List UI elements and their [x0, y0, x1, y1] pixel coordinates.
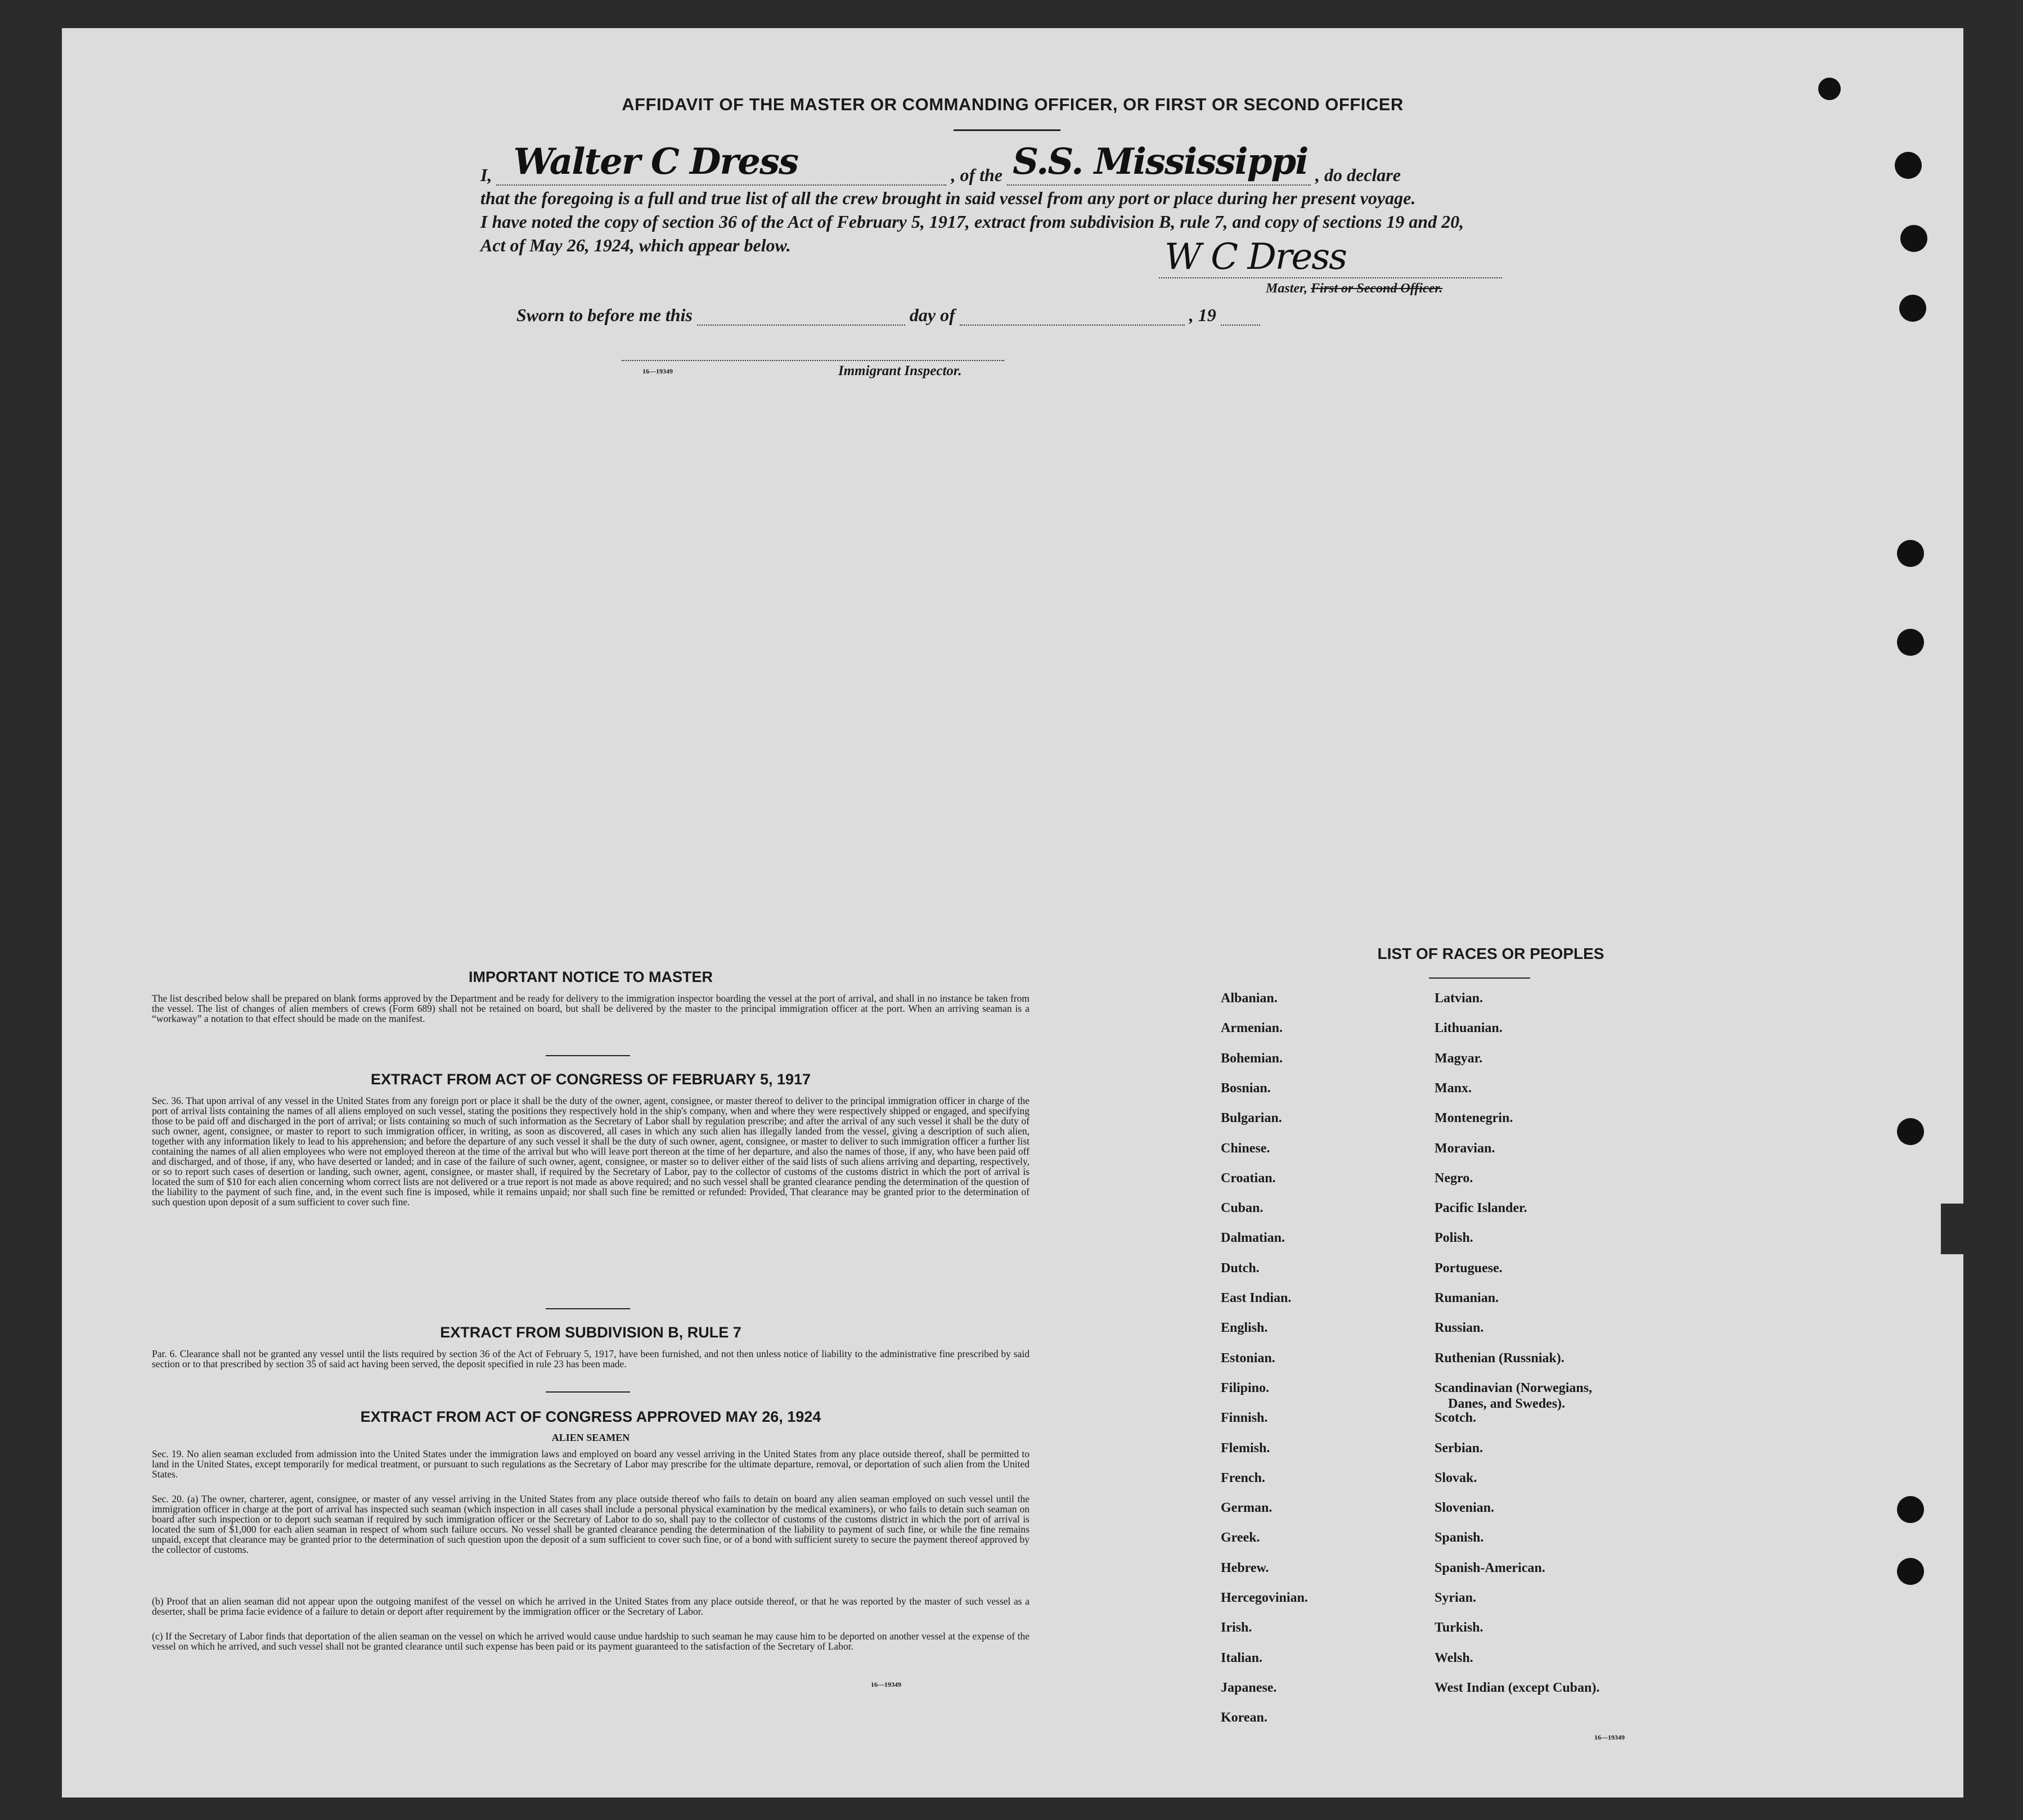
race-item: German.: [1221, 1501, 1273, 1515]
race-item: West Indian (except Cuban).: [1435, 1681, 1600, 1695]
race-item: Hebrew.: [1221, 1561, 1269, 1575]
race-item: Spanish.: [1435, 1530, 1484, 1545]
extract-1924-sec19: Sec. 19. No alien seaman excluded from admission into the United States under the immigration laws and employed on board any vessel arriving in the United States from any place outside thereof, shall be permitted to land in the United States, except temporarily for medical treatment, or pursuant to such regulations as the Secretary of Labor may prescribe for the ultimate departure, removal, or deportation of such alien from the United States.: [152, 1448, 1030, 1480]
master-name-handwriting: Walter C Dress: [513, 141, 798, 183]
race-item: Estonian.: [1221, 1351, 1275, 1366]
race-item: Korean.: [1221, 1710, 1267, 1725]
master-name-field: [496, 141, 946, 186]
master-signature: W C Dress: [1165, 236, 1346, 278]
of-the-label: , of the: [951, 165, 1002, 185]
race-item: Montenegrin.: [1435, 1111, 1513, 1125]
punch-hole: [1895, 152, 1922, 179]
race-item: Slovak.: [1435, 1471, 1477, 1485]
punch-hole: [1897, 1558, 1924, 1585]
race-item: Flemish.: [1221, 1441, 1270, 1456]
race-item: Slovenian.: [1435, 1501, 1495, 1515]
affidavit-title: AFFIDAVIT OF THE MASTER OR COMMANDING OFFICER, OR FIRST OR SECOND OFFICER: [622, 94, 1404, 114]
subdivision-b-text: Par. 6. Clearance shall not be granted any vessel until the lists required by section 36 of the Act of February 5, 1917, have been furnished, and not then unless notice of liability to the administrative fine prescribed by said section or to that prescribed by section 35 of said act having been served, the deposit specified in rule 23 has been made.: [152, 1348, 1030, 1369]
races-divider: [1429, 977, 1530, 979]
form-number-left: 16—19349: [871, 1681, 901, 1688]
race-item: Albanian.: [1221, 991, 1278, 1006]
race-item: Dalmatian.: [1221, 1231, 1285, 1245]
i-label: I,: [480, 165, 492, 185]
inspector-signature-line: [622, 360, 1004, 361]
race-item: Croatian.: [1221, 1171, 1276, 1186]
race-item: Filipino.: [1221, 1381, 1270, 1395]
role-struck-officer: First or Second Officer.: [1311, 281, 1443, 296]
race-item: Russian.: [1435, 1321, 1484, 1335]
race-item: Bohemian.: [1221, 1051, 1283, 1066]
vessel-name-field: [1007, 141, 1311, 186]
document-page: [62, 28, 1963, 1798]
subdivision-b-divider: [546, 1391, 630, 1393]
punch-hole: [1897, 540, 1924, 567]
race-item: Negro.: [1435, 1171, 1473, 1186]
race-item: Lithuanian.: [1435, 1021, 1503, 1035]
day-of-label: day of: [909, 305, 955, 325]
race-item: English.: [1221, 1321, 1268, 1335]
race-item: Syrian.: [1435, 1591, 1477, 1605]
race-item: Polish.: [1435, 1231, 1473, 1245]
year-label: , 19: [1189, 305, 1216, 325]
inspector-label: Immigrant Inspector.: [838, 363, 962, 379]
extract-1924-sec20b: (b) Proof that an alien seaman did not appear upon the outgoing manifest of the vessel on which he arrived in the United States from any place outside thereof, or that he was reported by the master of such vessel as a deserter, shall be prima facie evidence of a failure to detain or deport after requirement by the immigration officer or the Secretary of Labor.: [152, 1596, 1030, 1617]
subdivision-b-title: EXTRACT FROM SUBDIVISION B, RULE 7: [440, 1324, 741, 1341]
race-item: Latvian.: [1435, 991, 1483, 1006]
race-item: Scandinavian (Norwegians,: [1435, 1381, 1593, 1395]
race-item: Welsh.: [1435, 1651, 1473, 1665]
race-item: Danes, and Swedes).: [1448, 1396, 1566, 1411]
race-item: Hercegovinian.: [1221, 1591, 1308, 1605]
race-item: Bosnian.: [1221, 1081, 1271, 1096]
punch-hole: [1900, 225, 1927, 252]
races-title: LIST OF RACES OR PEOPLES: [1377, 945, 1604, 962]
affidavit-line-1: [480, 141, 1401, 186]
affidavit-line-4: Act of May 26, 1924, which appear below.: [480, 235, 791, 255]
race-item: East Indian.: [1221, 1291, 1292, 1305]
race-item: Bulgarian.: [1221, 1111, 1282, 1125]
extract-1924-title: EXTRACT FROM ACT OF CONGRESS APPROVED MAY 26, 1924: [360, 1408, 821, 1425]
title-divider: [954, 129, 1060, 131]
extract-1917-divider: [546, 1308, 630, 1309]
race-item: Ruthenian (Russniak).: [1435, 1351, 1565, 1366]
race-item: Magyar.: [1435, 1051, 1483, 1066]
punch-hole: [1897, 629, 1924, 656]
race-item: Rumanian.: [1435, 1291, 1499, 1305]
punch-hole: [1899, 295, 1926, 322]
race-item: Serbian.: [1435, 1441, 1483, 1456]
sworn-year-field: [1221, 311, 1260, 326]
sworn-line: [516, 305, 1260, 326]
race-item: Greek.: [1221, 1530, 1260, 1545]
race-item: Japanese.: [1221, 1681, 1277, 1695]
sworn-label: Sworn to before me this: [516, 305, 693, 325]
vessel-name-handwriting: S.S. Mississippi: [1013, 141, 1308, 183]
role-master: Master,: [1266, 281, 1308, 296]
race-item: Cuban.: [1221, 1201, 1264, 1215]
form-number-top: 16—19349: [642, 367, 673, 375]
master-signature-block: [1159, 236, 1525, 304]
race-item: Dutch.: [1221, 1261, 1260, 1276]
do-declare-label: , do declare: [1315, 165, 1401, 185]
extract-1917-title: EXTRACT FROM ACT OF CONGRESS OF FEBRUARY 5, 1917: [370, 1071, 811, 1088]
paper-tear: [1941, 1204, 1963, 1254]
punch-hole: [1897, 1496, 1924, 1523]
race-item: Manx.: [1435, 1081, 1472, 1096]
race-item: Portuguese.: [1435, 1261, 1503, 1276]
sworn-day-field: [697, 311, 905, 326]
punch-hole: [1897, 1118, 1924, 1145]
race-item: Moravian.: [1435, 1141, 1495, 1156]
race-item: Finnish.: [1221, 1411, 1268, 1425]
race-item: Italian.: [1221, 1651, 1263, 1665]
race-item: Spanish-American.: [1435, 1561, 1545, 1575]
extract-1924-subtitle: ALIEN SEAMEN: [551, 1432, 630, 1443]
extract-1924-sec20a: Sec. 20. (a) The owner, charterer, agent, consignee, or master of any vessel arriving in the United States from any place outside thereof who fails to detain on board any alien seaman employed on such vessel until the immigration officer in charge at the port of arrival has inspected such seaman (which inspection in all cases shall include a personal physical examination by the medical examiners), or who fails to detain such seaman on board after such inspection or to deport such seaman if required by such immigration officer or the Secretary of Labor to do so, shall pay to the collector of customs of the customs district in which the port of arrival is located the sum of $1,000 for each alien seaman in respect of whom such failure occurs. No vessel shall be granted clearance pending the determination of the liability to payment of such fine, or while the fine remains unpaid, except that clearance may be granted prior to the determination of such question upon the deposit of a sum sufficient to cover such fine, or of a bond with sufficient surety to secure the payment thereof approved by the collector of customs.: [152, 1493, 1030, 1555]
notice-divider: [546, 1055, 630, 1056]
race-item: Scotch.: [1435, 1411, 1476, 1425]
signature-line: [1159, 277, 1502, 278]
sworn-month-field: [960, 311, 1185, 326]
extract-1917-text: Sec. 36. That upon arrival of any vessel in the United States from any foreign port or place it shall be the duty of the owner, agent, consignee, or master thereof to deliver to the principal immigration officer in charge of the port of arrival lists containing the names of all aliens employed on such vessel, stating the positions they respectively hold in the ship's company, when and where they were respectively shipped or engaged, and specifying those to be paid off and discharged in the port of arrival; or lists containing so much of such information as the Secretary of Labor shall by regulation prescribe; and after the arrival of any such vessel it shall be the duty of such owner, agent, consignee, or master to report to such immigration officer, in writing, as soon as discovered, all cases in which any such alien has illegally landed from the vessel, giving a description of such alien, together with any information likely to lead to his apprehension; and before the departure of any such vessel it shall be the duty of such owner, agent, consignee, or master to deliver to such immigration officer a further list containing the names of all alien employees who were not employed thereon at the time of the arrival but who will leave port thereon at the time of her departure, and also the names of those, if any, who have been paid off and discharged, and of those, if any, who have deserted or landed; and in case of the failure of such owner, agent, consignee, or master so to deliver either of the said lists of such aliens arriving and departing, respectively, or so to report such cases of desertion or landing, such owner, agent, consignee, or master shall, if required by the Secretary of Labor, pay to the collector of customs of the customs district in which the port of arrival is located the sum of $10 for each alien concerning whom correct lists are not delivered or a true report is not made as above required; and no such vessel shall be granted clearance pending the determination of the question of the liability to the payment of such fine, and, in the event such fine is imposed, while it remains unpaid; nor shall such fine be remitted or refunded: Provided, That clearance may be granted prior to the determination of such question upon deposit of a sum sufficient to cover such fine.: [152, 1095, 1030, 1208]
race-item: Chinese.: [1221, 1141, 1270, 1156]
race-item: French.: [1221, 1471, 1265, 1485]
race-item: Turkish.: [1435, 1620, 1483, 1635]
form-number-right: 16—19349: [1594, 1733, 1625, 1741]
affidavit-line-3: I have noted the copy of section 36 of the Act of February 5, 1917, extract from subdivision B, rule 7, and copy of sections 19 and 20,: [480, 211, 1464, 232]
notice-text: The list described below shall be prepared on blank forms approved by the Department and be ready for delivery to the immigration inspector boarding the vessel at the port of arrival, and shall in no instance be taken from the vessel. The list of changes of alien members of crews (Form 689) shall not be retained on board, but shall be delivered by the master to the principal immigration officer at the port. When an arriving seaman is a “workaway” a notation to that effect should be made on the manifest.: [152, 993, 1030, 1024]
race-item: Pacific Islander.: [1435, 1201, 1527, 1215]
signature-role: [1266, 281, 1442, 296]
notice-title: IMPORTANT NOTICE TO MASTER: [469, 968, 713, 985]
race-item: Irish.: [1221, 1620, 1252, 1635]
race-item: Armenian.: [1221, 1021, 1283, 1035]
affidavit-line-2: that the foregoing is a full and true list of all the crew brought in said vessel from any port or place during her present voyage.: [480, 188, 1416, 208]
extract-1924-sec20c: (c) If the Secretary of Labor finds that deportation of the alien seaman on the vessel on which he arrived would cause undue hardship to such seaman he may cause him to be deported on another vessel at the expense of the vessel on which he arrived, and such vessel shall not be granted clearance until such expense has been paid or its payment guaranteed to the satisfaction of the Secretary of Labor.: [152, 1630, 1030, 1652]
